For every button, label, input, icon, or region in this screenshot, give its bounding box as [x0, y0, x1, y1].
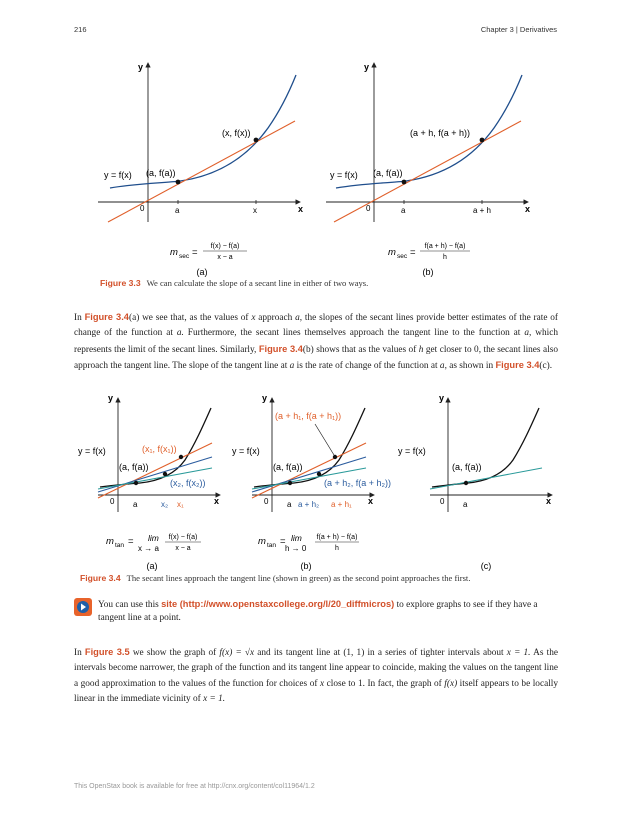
y-axis-label: y	[262, 393, 268, 403]
fig34-panel-c	[398, 393, 552, 571]
origin-label: 0	[264, 497, 269, 506]
text-run: which represents the limit of the secant lines. Similarly,	[74, 328, 558, 355]
tick-x: x	[253, 206, 257, 215]
point-h2-label: (a + h₂, f(a + h₂))	[324, 478, 392, 488]
fig34-panel-b	[232, 393, 391, 571]
formula-m: m	[106, 536, 114, 547]
lim-under: x → a	[138, 544, 159, 553]
text-run: we show the graph of	[129, 648, 220, 658]
y-axis-label: y	[138, 62, 144, 72]
point-ah-label: (a + h, f(a + h))	[410, 128, 471, 138]
formula-eq: =	[280, 536, 286, 547]
fig33-panel-b	[326, 62, 530, 277]
text-run: get closer to 0, the secant lines also approach the tangent line. The slope of the tangent line at	[74, 344, 558, 372]
figure-ref[interactable]: Figure 3.5	[84, 647, 130, 657]
frac-den: h	[335, 545, 339, 552]
formula-sub: sec	[397, 253, 408, 260]
tick-a: a	[175, 206, 180, 215]
text-run: (a) we see that, as the values of	[128, 313, 252, 323]
chapter-header: Chapter 3 | Derivatives	[480, 25, 557, 34]
point-h1-label: (a + h₁, f(a + h₁))	[275, 411, 342, 421]
formula-eq: =	[128, 536, 134, 547]
point-a	[134, 481, 138, 485]
point-x-label: (x, f(x))	[222, 128, 251, 138]
text-run: Furthermore, the secant lines themselves approach the tangent line to the function at	[183, 328, 525, 339]
curve-label: y = f(x)	[398, 446, 426, 456]
formula-sub: tan	[115, 542, 125, 549]
tick-a: a	[287, 500, 292, 509]
formula-num: f(x) − f(a)	[210, 243, 240, 250]
point-x	[254, 138, 259, 143]
math-term: h	[418, 344, 424, 355]
point-x1-label: (x₁, f(x₁))	[142, 444, 177, 454]
math-term: a,	[524, 328, 532, 339]
site-link[interactable]: site (http://www.openstaxcollege.org/l/20_diffmicros)	[161, 599, 395, 609]
panel-label: (b)	[422, 267, 434, 277]
y-axis-label: y	[439, 393, 445, 403]
formula-num: f(a + h) − f(a)	[424, 243, 466, 250]
text-run: the slopes of the secant lines provide better estimates of the rate of change of the function at	[74, 313, 559, 339]
formula-m: m	[388, 247, 396, 258]
paragraph-2	[74, 645, 558, 708]
page-number: 216	[74, 25, 87, 34]
figure-ref[interactable]: Figure 3.4	[84, 312, 129, 322]
tick-a: a	[401, 206, 406, 215]
lim-under: h → 0	[285, 544, 307, 553]
origin-label: 0	[440, 497, 445, 506]
curve-label: y = f(x)	[232, 446, 260, 456]
math-term: x	[319, 678, 325, 689]
figure-3-4	[0, 388, 630, 573]
note-pre: You can use this	[98, 600, 162, 610]
x-axis-label: x	[214, 496, 220, 506]
formula-eq: =	[192, 247, 198, 258]
text-run: and its tangent line at (1, 1) in a series of tighter intervals about	[254, 648, 507, 658]
point-h2	[317, 472, 321, 476]
tick-h2: a + h₂	[298, 500, 320, 509]
origin-label: 0	[366, 204, 371, 213]
secant-line	[108, 121, 295, 222]
caption-label: Figure 3.3	[100, 278, 141, 288]
math-term: a	[289, 361, 295, 372]
point-a-label: (a, f(a))	[273, 462, 303, 472]
math-term: f(x) = √x	[219, 648, 255, 658]
text-run: close to 1. In fact, the graph of	[324, 678, 445, 689]
origin-label: 0	[110, 497, 115, 506]
point-x2	[163, 472, 167, 476]
x-axis-label: x	[368, 496, 374, 506]
media-note	[98, 598, 558, 625]
math-term: x = 1.	[203, 694, 226, 705]
figure-3-3	[0, 50, 630, 285]
caption-text: We can calculate the slope of a secant line in either of two ways.	[146, 278, 369, 288]
point-a-label: (a, f(a))	[373, 168, 403, 178]
formula-den: x − a	[217, 254, 233, 261]
formula-m: m	[170, 247, 178, 258]
point-a	[176, 180, 181, 185]
leader-line	[315, 424, 334, 455]
tick-x2: x₂	[161, 500, 169, 509]
lim-word: lim	[148, 533, 159, 543]
formula-den: h	[443, 254, 447, 261]
point-x1	[179, 455, 183, 459]
text-run: As the intervals become narrower, the graph of the function and its tangent line appear to coincide, making the values on the tangent line a good approximation to the values of the function for choices of	[74, 648, 558, 689]
frac-num: f(x) − f(a)	[168, 534, 198, 541]
footer: This OpenStax book is available for free at http://cnx.org/content/col11964/1.2	[74, 783, 315, 790]
y-axis-label: y	[364, 62, 370, 72]
note-post: to explore graphs to see if they have a tangent line at a point.	[98, 600, 538, 623]
point-a-h	[480, 138, 485, 143]
frac-num: f(a + h) − f(a)	[316, 534, 358, 541]
lim-word: lim	[291, 533, 302, 543]
text-run: as shown in	[446, 361, 496, 372]
text-run: In	[74, 313, 85, 323]
text-run: approach	[255, 313, 296, 323]
secant-line-1	[252, 443, 366, 498]
paragraph-1	[74, 310, 558, 375]
point-a	[402, 180, 407, 185]
figure-3-4-caption	[80, 573, 470, 583]
text-run: (b) shows that as the values of	[302, 344, 419, 355]
x-axis-label: x	[546, 496, 552, 506]
x-axis-label: x	[525, 204, 531, 214]
caption-label: Figure 3.4	[80, 573, 121, 583]
text-run: itself appears to be locally linear in the immediate vicinity of	[74, 678, 559, 705]
fig33-panel-a	[98, 62, 303, 277]
formula-m: m	[258, 536, 266, 547]
point-a-label: (a, f(a))	[452, 462, 482, 472]
formula-sub: sec	[179, 253, 190, 260]
x-axis-label: x	[298, 204, 304, 214]
media-icon	[74, 598, 92, 616]
panel-label: (a)	[196, 267, 208, 277]
y-axis-label: y	[108, 393, 114, 403]
curve-label: y = f(x)	[104, 170, 132, 180]
tick-a: a	[463, 500, 468, 509]
point-x2-label: (x₂, f(x₂))	[170, 478, 206, 488]
panel-label: (c)	[480, 561, 492, 571]
math-term: x = 1.	[506, 648, 531, 658]
tick-h1: a + h₁	[331, 500, 352, 509]
figure-ref[interactable]: Figure 3.4	[495, 360, 540, 371]
origin-label: 0	[140, 204, 145, 213]
point-a	[288, 481, 292, 485]
formula-eq: =	[410, 247, 416, 258]
tick-a: a	[133, 500, 138, 509]
point-a-label: (a, f(a))	[146, 168, 176, 178]
curve-label: y = f(x)	[78, 446, 106, 456]
caption-text: The secant lines approach the tangent line (shown in green) as the second point approaches the first.	[126, 573, 471, 583]
text-run: In	[74, 648, 85, 658]
formula-sub: tan	[267, 542, 277, 549]
math-term: a.	[176, 328, 184, 339]
point-h1	[333, 455, 337, 459]
point-a	[464, 481, 468, 485]
fig34-panel-a	[78, 393, 220, 571]
panel-label: (a)	[146, 561, 158, 571]
math-term: x	[251, 313, 256, 323]
figure-ref[interactable]: Figure 3.4	[258, 343, 303, 354]
tick-a-h: a + h	[472, 206, 492, 215]
tick-x1: x₁	[177, 500, 184, 509]
text-run: (c).	[539, 361, 553, 372]
tangent-line	[430, 468, 542, 489]
math-term: a,	[439, 361, 447, 372]
math-term: f(x)	[444, 678, 458, 689]
frac-den: x − a	[175, 545, 191, 552]
math-term: a,	[295, 313, 303, 323]
point-a-label: (a, f(a))	[119, 462, 149, 472]
panel-label: (b)	[300, 561, 312, 571]
text-run: is the rate of change of the function at	[294, 361, 440, 372]
figure-3-3-caption	[100, 278, 368, 288]
curve-label: y = f(x)	[330, 170, 358, 180]
